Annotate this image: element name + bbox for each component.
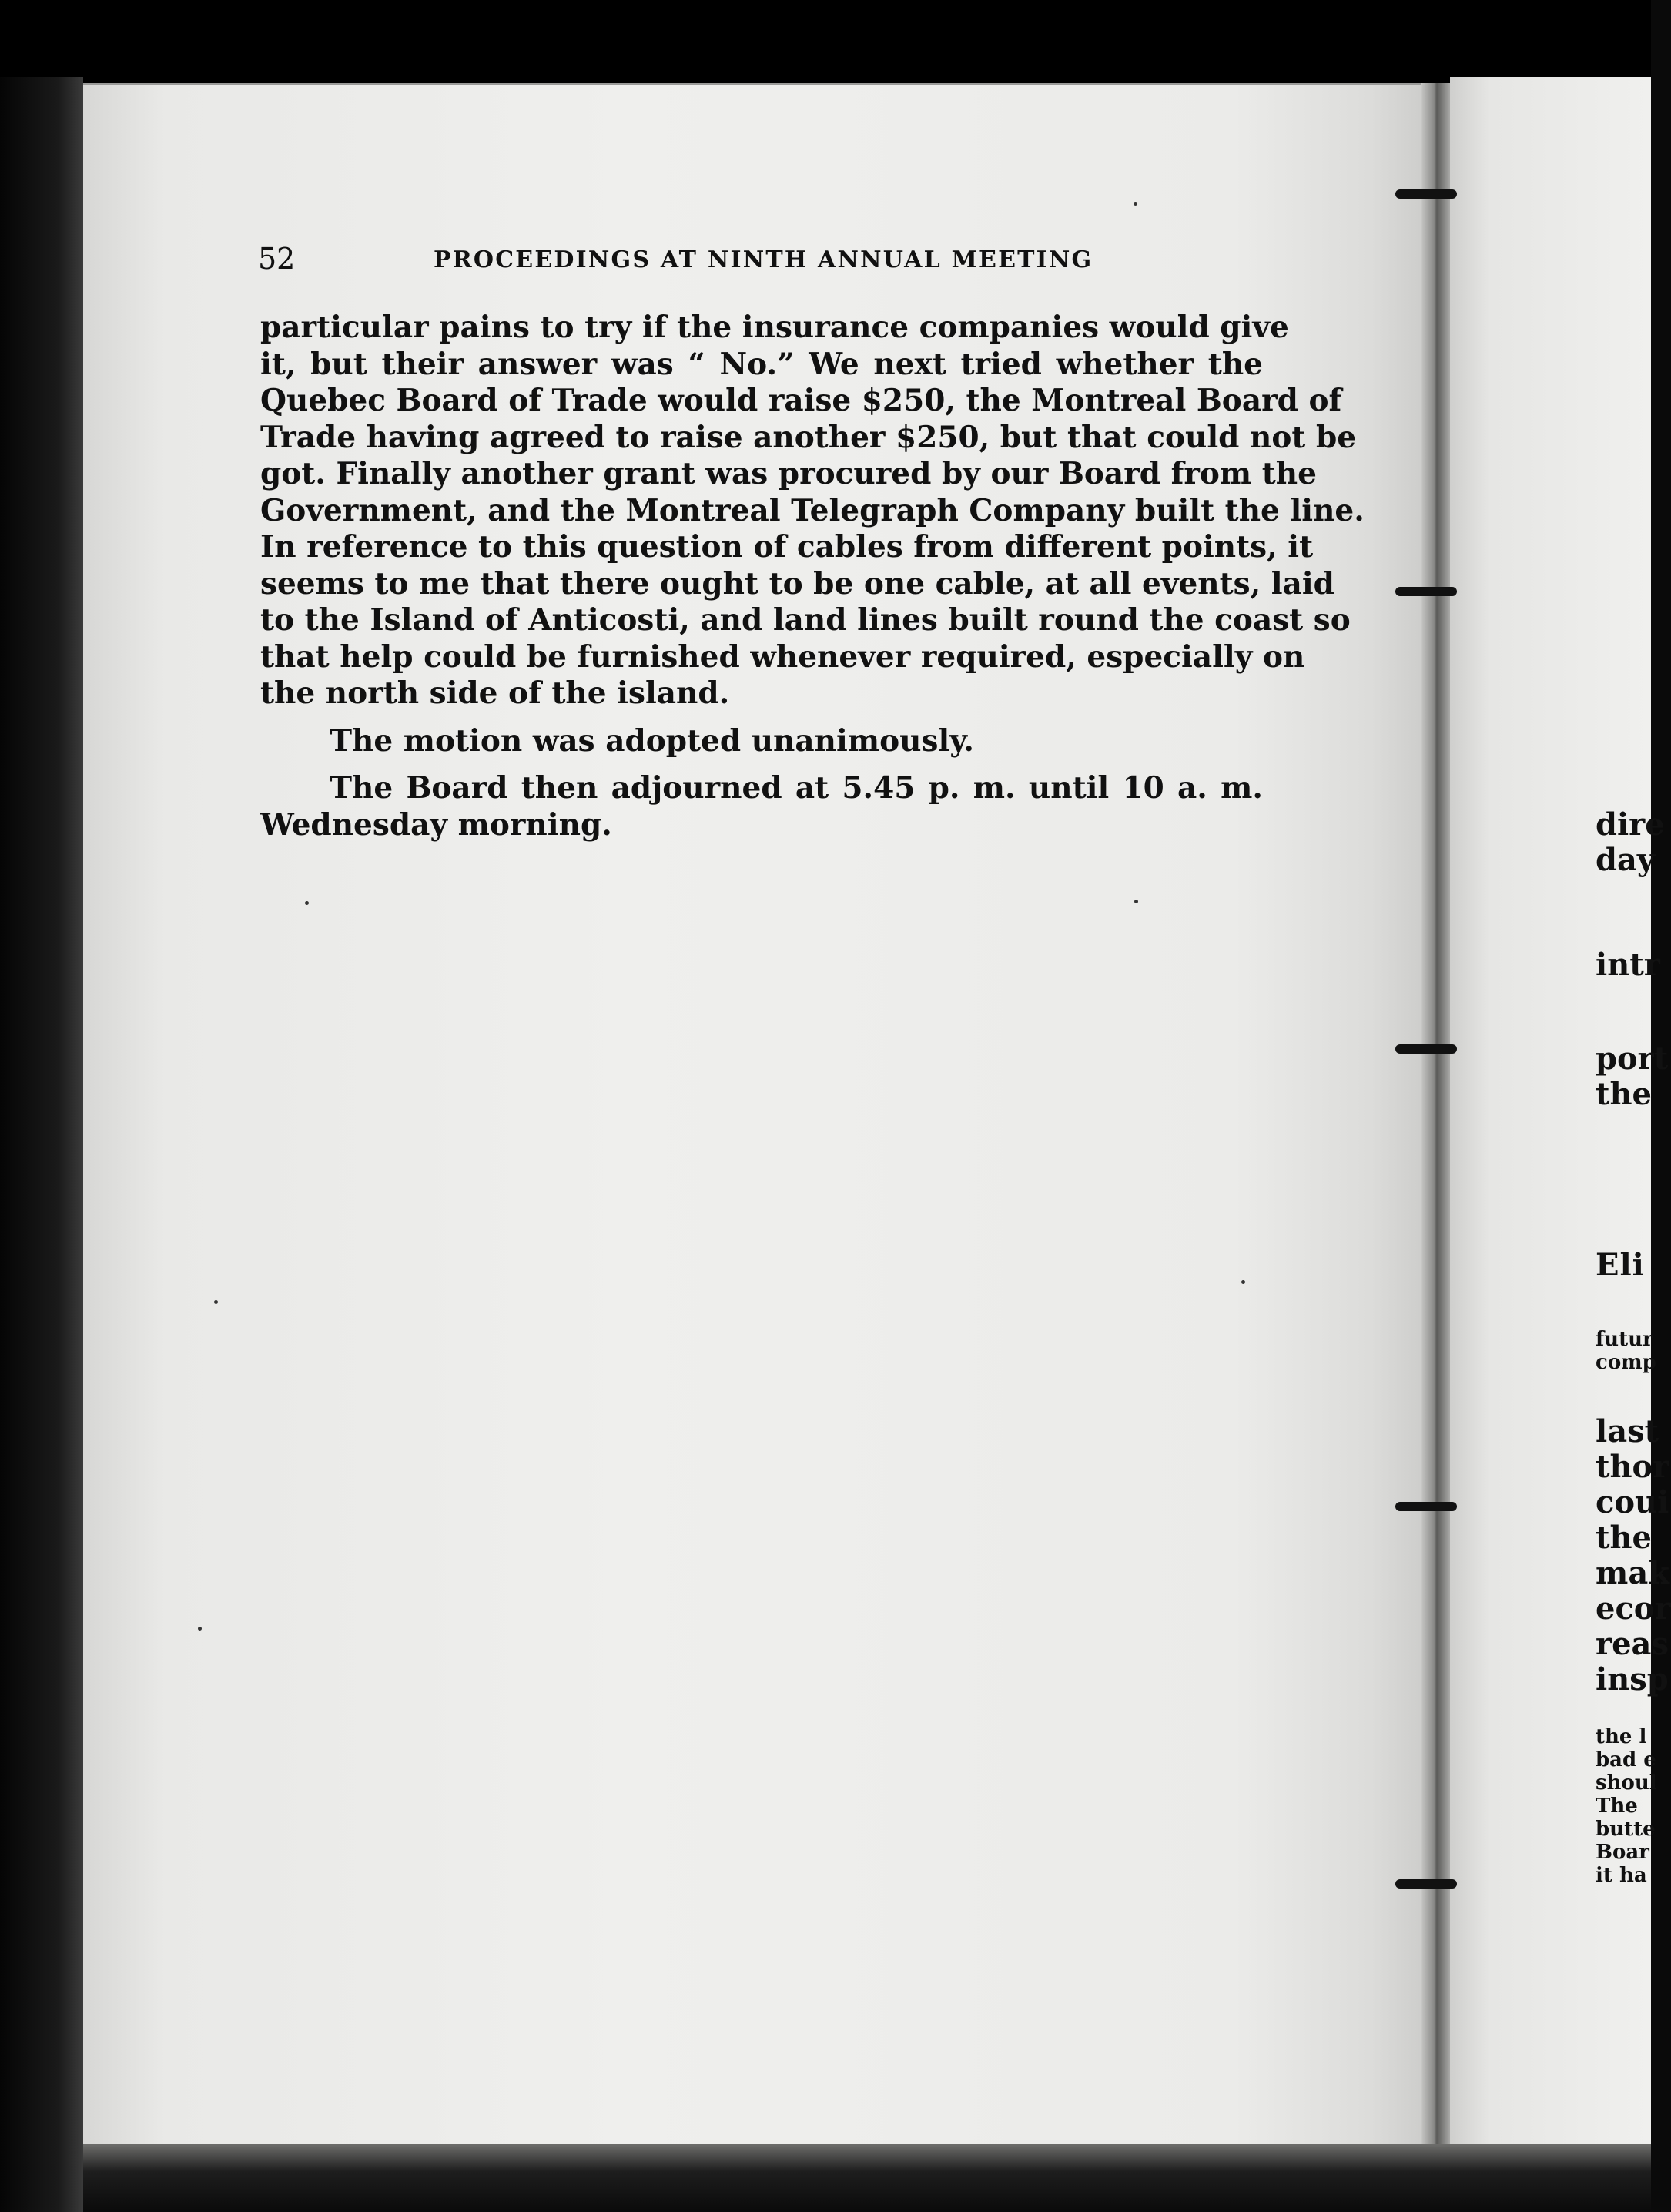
paragraph-2 <box>260 723 1263 760</box>
fragment-line: it ha <box>1596 1864 1647 1887</box>
text-line: particular pains to try if the insurance companies would give <box>260 310 1289 345</box>
fragment-line: The <box>1596 1795 1638 1818</box>
fragment-line: port <box>1596 1041 1669 1077</box>
scan-left-edge <box>0 77 83 2212</box>
right-page-fragment <box>1596 1041 1668 1112</box>
binding-stitch <box>1395 1502 1457 1511</box>
text-line: In reference to this question of cables from different points, it <box>260 529 1314 565</box>
running-header <box>258 240 1259 277</box>
scan-bottom-shadow <box>83 2144 1651 2212</box>
fragment-line: futur <box>1596 1328 1653 1351</box>
fragment-line: intr <box>1596 947 1660 983</box>
binding-stitch <box>1395 1879 1457 1889</box>
fragment-line: ecor <box>1596 1590 1671 1627</box>
paper-speck <box>214 1300 218 1304</box>
text-line: got. Finally another grant was procured by our Board from the <box>260 456 1317 491</box>
running-title: PROCEEDINGS AT NINTH ANNUAL MEETING <box>434 246 1093 273</box>
paragraph-gap <box>260 759 1263 770</box>
fragment-line: dire <box>1596 806 1665 843</box>
binding-stitch <box>1395 587 1457 596</box>
paper-speck <box>198 1627 202 1631</box>
binding-stitch <box>1395 1044 1457 1054</box>
fragment-line: shoul <box>1596 1771 1657 1795</box>
paper-speck <box>1241 1280 1245 1284</box>
paragraph-3 <box>260 770 1263 843</box>
text-line: to the Island of Anticosti, and land lines built round the coast so <box>260 602 1351 638</box>
fragment-line: thor <box>1596 1449 1669 1485</box>
text-line: Government, and the Montreal Telegraph Company built the line. <box>260 492 1365 528</box>
fragment-line: Boar <box>1596 1841 1649 1864</box>
right-page-fragment <box>1596 1725 1657 1887</box>
text-line: Trade having agreed to raise another $250, but that could not be <box>260 419 1357 455</box>
right-page-fragment <box>1596 947 1660 983</box>
paper-speck <box>305 901 309 905</box>
scan-top-border <box>0 0 1651 85</box>
fragment-line: day <box>1596 842 1656 878</box>
right-page-fragment <box>1596 1414 1671 1698</box>
fragment-line: the l <box>1596 1725 1647 1748</box>
text-line: Quebec Board of Trade would raise $250, the Montreal Board of <box>260 383 1342 418</box>
text-line: The motion was adopted unanimously. <box>330 722 975 759</box>
fragment-line: comp <box>1596 1351 1656 1374</box>
paragraph-1 <box>260 310 1365 712</box>
fragment-line: mak <box>1596 1555 1669 1591</box>
fragment-line: reas <box>1596 1626 1669 1662</box>
fragment-line: insp <box>1596 1661 1669 1698</box>
text-line: that help could be furnished whenever required, especially on <box>260 638 1305 675</box>
page-number: 52 <box>258 242 296 276</box>
right-page-fragment <box>1596 807 1665 878</box>
fragment-line: butte <box>1596 1818 1656 1841</box>
text-line: The Board then adjourned at 5.45 p. m. until 10 a. m. <box>330 770 1263 806</box>
binding-stitch <box>1395 189 1457 199</box>
right-page-fragment <box>1596 1328 1656 1374</box>
fragment-line: the <box>1596 1520 1653 1556</box>
main-text <box>260 310 1365 843</box>
fragment-line: last <box>1596 1413 1659 1450</box>
text-line: it, but their answer was “ No.” We next tried whether the <box>260 346 1263 382</box>
text-line: Wednesday morning. <box>260 806 612 843</box>
book-gutter <box>1421 83 1450 2144</box>
text-line: the north side of the island. <box>260 675 730 711</box>
fragment-line: bad e <box>1596 1748 1656 1771</box>
fragment-line: coui <box>1596 1484 1669 1520</box>
paragraph-gap <box>260 712 1263 723</box>
right-page-heading: Eli <box>1596 1247 1645 1283</box>
text-line: seems to me that there ought to be one cable, at all events, laid <box>260 565 1334 602</box>
fragment-line: the <box>1596 1076 1653 1112</box>
paper-speck <box>1134 202 1137 206</box>
paper-speck <box>1134 900 1138 903</box>
